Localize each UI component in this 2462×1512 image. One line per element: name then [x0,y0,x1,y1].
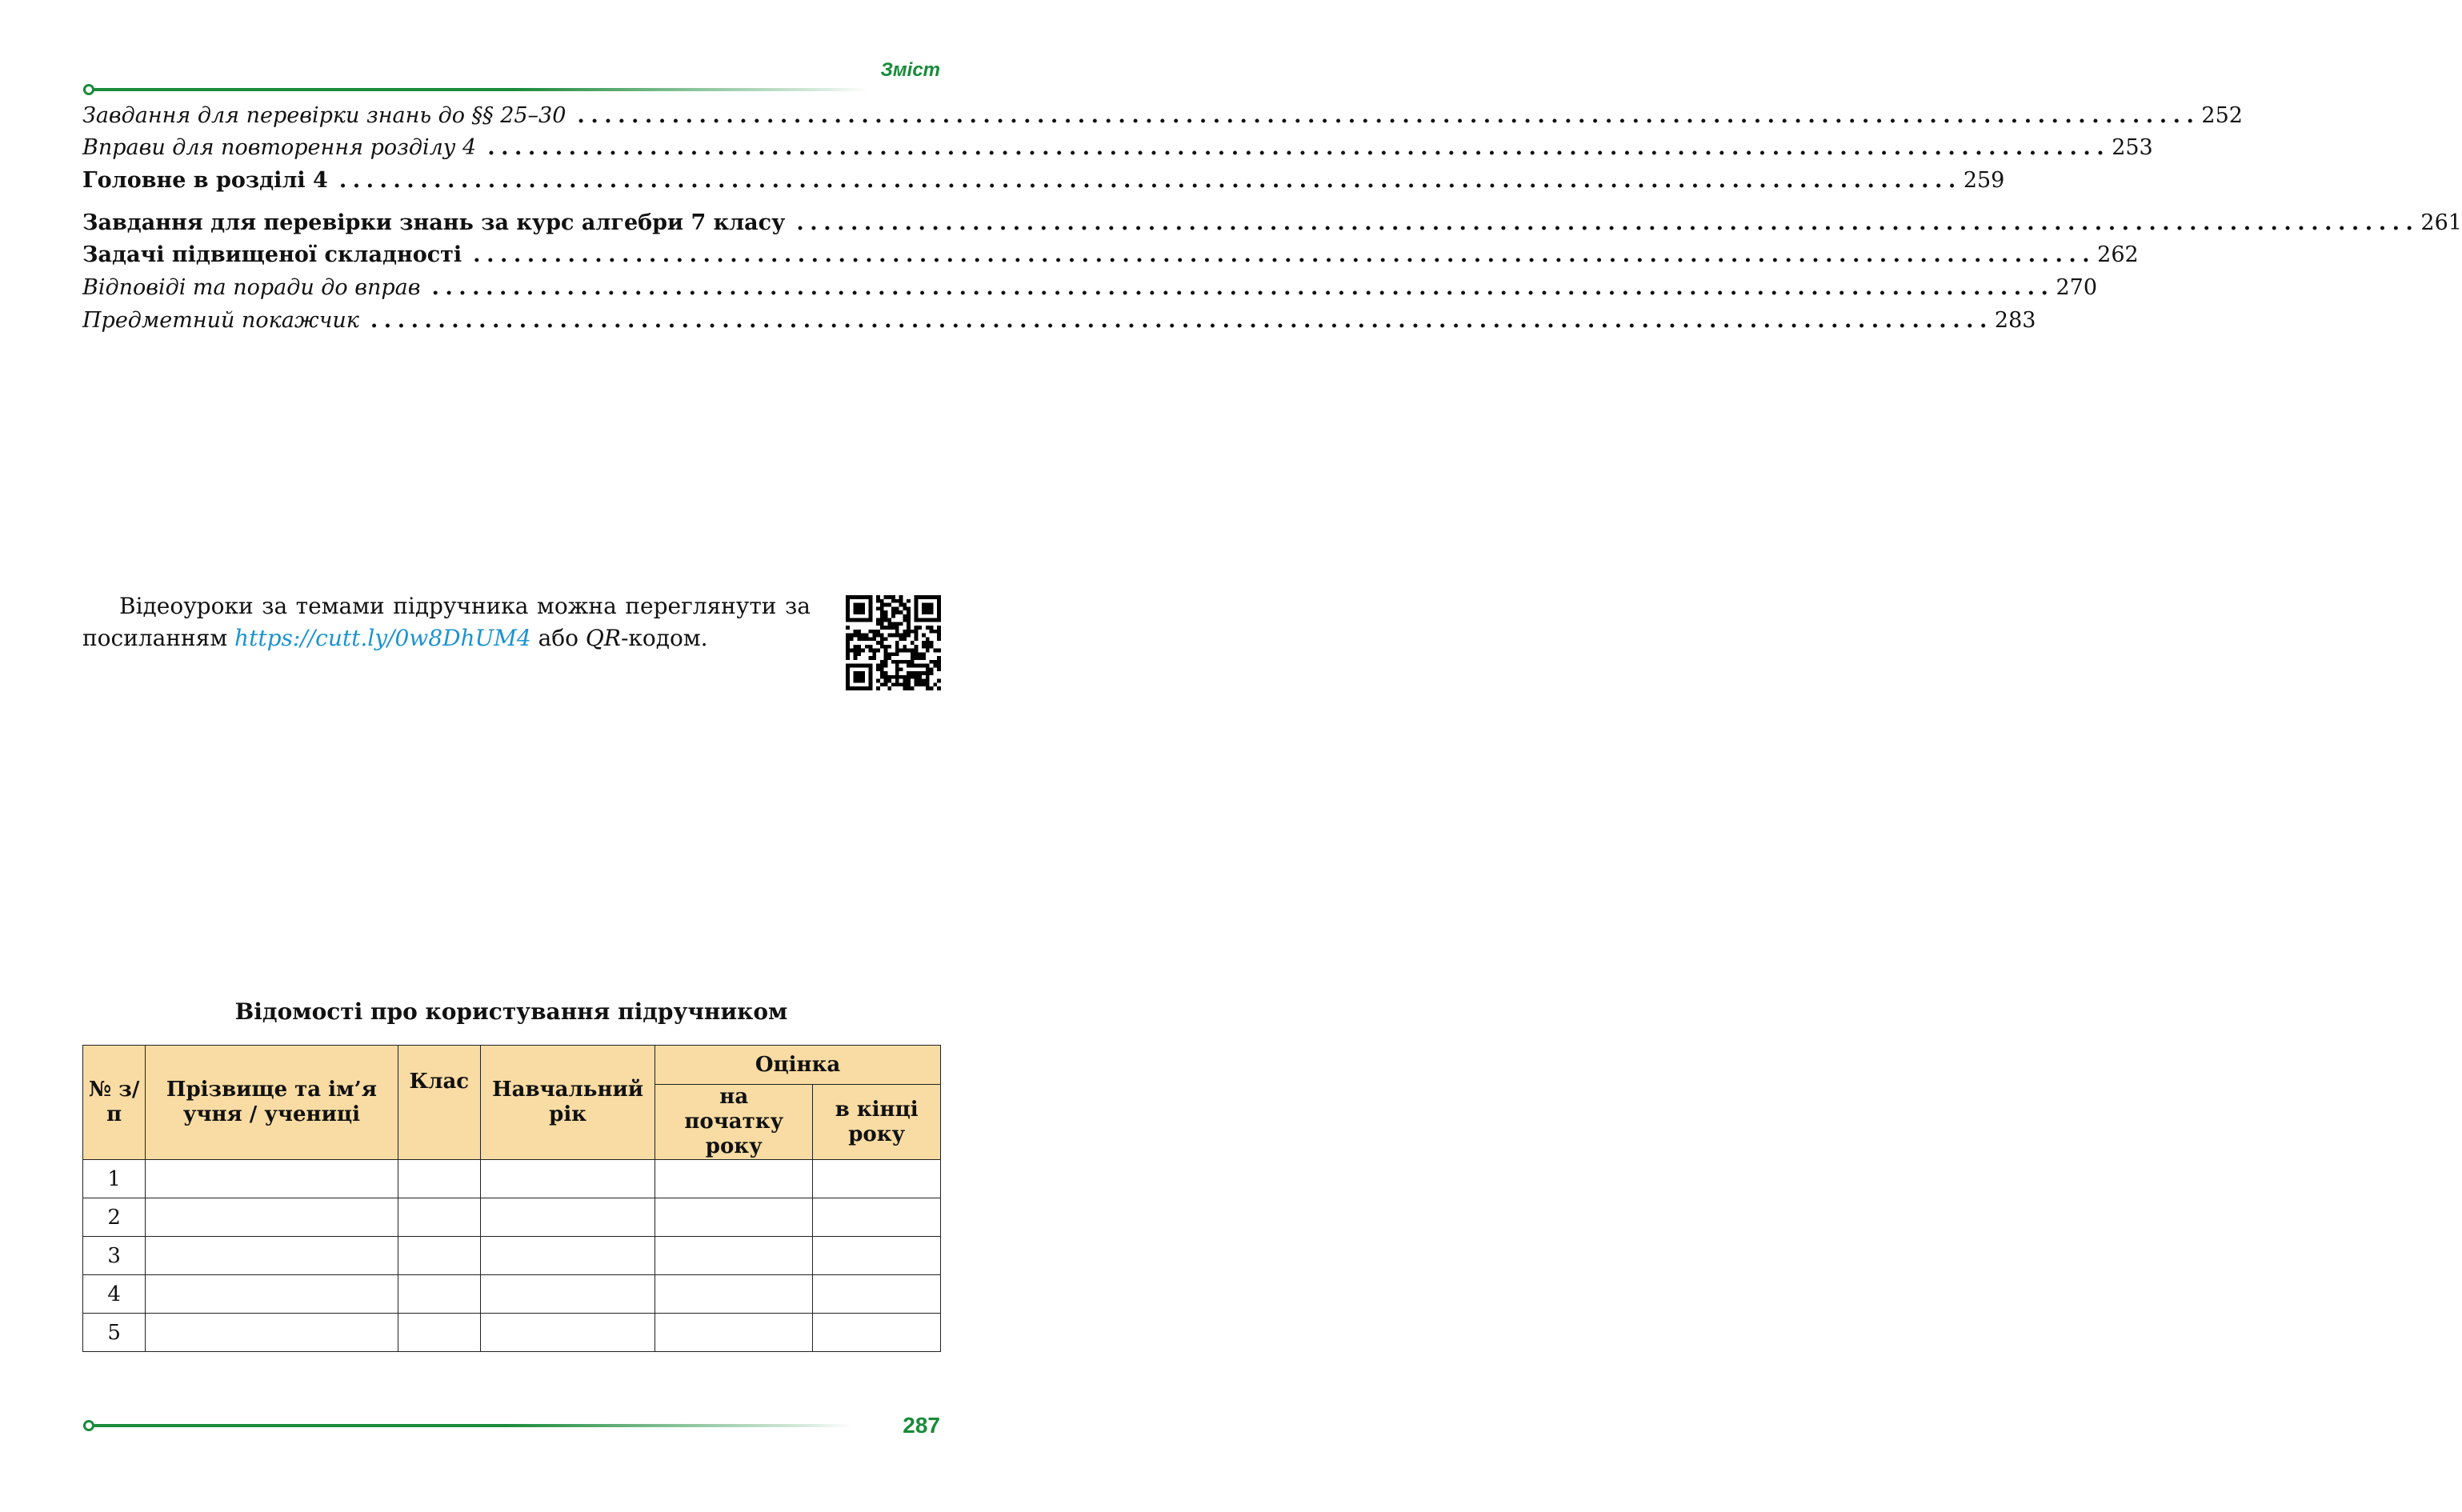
empty-cell[interactable] [481,1314,655,1352]
table-row [83,1237,941,1275]
toc-entry-title: Головне в розділі 4 [82,168,328,193]
row-number: 2 [83,1198,146,1237]
toc-entry-page: 253 [2112,135,2153,160]
toc-entry-title: Завдання для перевірки знань за курс алгебри 7 класу [82,210,786,235]
header-rule-dot [83,84,94,95]
footer-rule-dot [83,1420,94,1431]
col-grade: Оцінка [655,1046,941,1085]
table-row [83,1198,941,1237]
toc-entry-title: Задачі підвищеної складності [82,242,462,267]
row-number: 1 [83,1160,146,1198]
video-link[interactable]: https://cutt.ly/0w8DhUM4 [234,625,531,651]
table-row [83,1314,941,1352]
header-rule [83,88,867,91]
section-title: Зміст [880,59,940,81]
table-row [83,1160,941,1198]
toc-entry[interactable] [82,167,2005,194]
toc-entry-title: Завдання для перевірки знань до §§ 25–30 [82,103,566,128]
empty-cell[interactable] [146,1198,398,1237]
empty-cell[interactable] [813,1198,941,1237]
video-text-or: або [538,625,578,651]
page-number: 287 [903,1413,940,1438]
empty-cell[interactable] [655,1314,813,1352]
toc-leader-dots: ........................................................................................................................ [577,103,2200,128]
toc-entry-title: Відповіді та поради до вправ [82,275,421,300]
toc-entry-title: Вправи для повторення розділу 4 [82,135,477,160]
empty-cell[interactable] [146,1314,398,1352]
empty-cell[interactable] [813,1237,941,1275]
toc-leader-dots: ........................................................................................................................ [338,168,1962,193]
row-number: 3 [83,1237,146,1275]
col-class: Клас [398,1046,481,1160]
col-num: № з/п [83,1046,146,1160]
empty-cell[interactable] [398,1275,481,1314]
empty-cell[interactable] [481,1275,655,1314]
toc-entry-page: 252 [2201,103,2243,128]
toc-entry-page: 259 [1963,168,2005,193]
usage-table-title: Відомості про користування підручником [234,998,788,1025]
usage-table [82,1045,941,1352]
empty-cell[interactable] [146,1275,398,1314]
empty-cell[interactable] [813,1160,941,1198]
toc-entry-title: Предметний покажчик [82,308,359,333]
video-text: Відеоуроки за темами підручника можна переглянути за посиланням [82,593,811,651]
toc-entry[interactable] [82,274,2098,302]
col-year: Навчальний рік [481,1046,655,1160]
toc-entry-page: 261 [2420,210,2462,235]
empty-cell[interactable] [146,1160,398,1198]
toc-leader-dots: ........................................................................................................................ [487,135,2111,160]
toc-entry[interactable] [82,242,2139,269]
toc-entry[interactable] [82,210,2462,237]
empty-cell[interactable] [481,1160,655,1198]
empty-cell[interactable] [655,1237,813,1275]
row-number: 4 [83,1275,146,1314]
empty-cell[interactable] [398,1160,481,1198]
footer-rule [83,1424,851,1427]
col-name: Прізвище та ім’я учня / учениці [146,1046,398,1160]
empty-cell[interactable] [398,1314,481,1352]
toc-entry[interactable] [82,102,2243,130]
toc-leader-dots: ........................................................................................................................ [431,275,2055,300]
toc-entry-page: 283 [1994,308,2036,333]
empty-cell[interactable] [481,1237,655,1275]
empty-cell[interactable] [813,1275,941,1314]
video-text-end: -кодом. [620,625,708,651]
empty-cell[interactable] [398,1237,481,1275]
toc-entry-page: 262 [2097,242,2139,267]
empty-cell[interactable] [398,1198,481,1237]
toc-entry[interactable] [82,307,2036,334]
video-lessons-paragraph [82,590,811,654]
toc-leader-dots: ........................................................................................................................ [473,242,2096,267]
toc-leader-dots: ........................................................................................................................ [796,210,2420,235]
row-number: 5 [83,1314,146,1352]
empty-cell[interactable] [655,1160,813,1198]
empty-cell[interactable] [481,1198,655,1237]
empty-cell[interactable] [655,1198,813,1237]
col-grade-start: на початку року [655,1085,813,1160]
toc-leader-dots: ........................................................................................................................ [370,308,1993,333]
toc-entry-page: 270 [2056,275,2098,300]
qr-code[interactable] [846,595,941,690]
empty-cell[interactable] [813,1314,941,1352]
table-row [83,1275,941,1314]
empty-cell[interactable] [655,1275,813,1314]
qr-label: QR [585,625,621,651]
empty-cell[interactable] [146,1237,398,1275]
col-grade-end: в кінці року [813,1085,941,1160]
toc-entry[interactable] [82,134,2153,162]
